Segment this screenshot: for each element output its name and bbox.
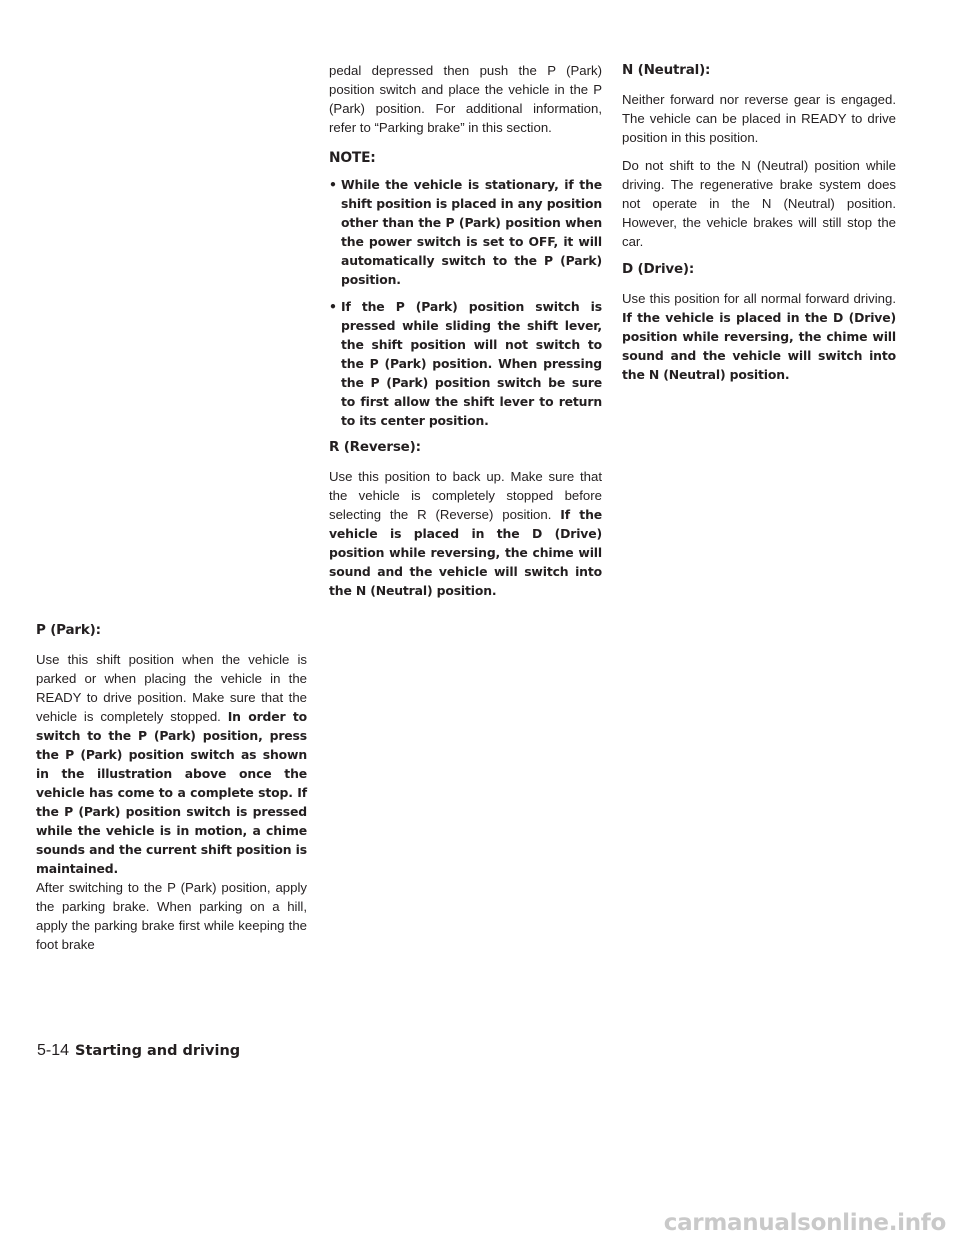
note-heading: NOTE: <box>329 150 376 166</box>
note-item <box>329 175 602 289</box>
reverse-paragraph <box>329 467 602 600</box>
note-text: While the vehicle is stationary, if the shift position is placed in any position other than the P (Park) position when the power switch is set to OFF, it will automatically switch to the P (Park) position. <box>341 177 602 287</box>
bullet-icon: • <box>329 299 337 314</box>
reverse-text: Use this position to back up. Make sure that the vehicle is completely stopped before selecting the R (Reverse) position. <box>329 469 602 522</box>
park-warning-text: In order to switch to the P (Park) position, press the P (Park) position switch as shown in the illustration above once the vehicle has come to a complete stop. If the P (Park) position switch is pressed while the vehicle is in motion, a chime sounds and the current shift position is maintained. <box>36 709 307 876</box>
park-paragraph-2: After switching to the P (Park) position, apply the parking brake. When parking on a hill, apply the parking brake first while keeping the foot brake <box>36 880 307 952</box>
watermark: carmanualsonline.info <box>663 1210 946 1236</box>
reverse-warning-text: If the vehicle is placed in the D (Drive) position while reversing, the chime will sound and the vehicle will switch into the N (Neutral) position. <box>329 507 602 598</box>
page-number: 5-14 <box>37 1042 70 1059</box>
drive-paragraph <box>622 289 896 384</box>
neutral-paragraph-1: Neither forward nor reverse gear is engaged. The vehicle can be placed in READY to drive position in this position. <box>622 92 896 145</box>
note-list <box>329 175 602 430</box>
drive-warning-text: If the vehicle is placed in the D (Drive) position while reversing, the chime will sound and the vehicle will switch into the N (Neutral) position. <box>622 310 896 382</box>
neutral-heading: N (Neutral): <box>622 62 711 78</box>
park-continued-paragraph: pedal depressed then push the P (Park) position switch and place the vehicle in the P (Park) position. For additional information, refer to “Parking brake” in this section. <box>329 63 602 135</box>
page-footer <box>37 1040 240 1062</box>
park-text: Use this shift position when the vehicle is parked or when placing the vehicle in the READY to drive position. Make sure that the vehicle is completely stopped. <box>36 652 307 724</box>
column-middle <box>329 61 602 609</box>
drive-heading: D (Drive): <box>622 261 695 277</box>
neutral-paragraph-2: Do not shift to the N (Neutral) position while driving. The regenerative brake system does not operate in the N (Neutral) position. However, the vehicle brakes will still stop the car. <box>622 158 896 249</box>
note-text: If the P (Park) position switch is pressed while sliding the shift lever, the shift position will not switch to the P (Park) position. When pressing the P (Park) position switch be sure to first allow the shift lever to return to its center position. <box>341 299 602 428</box>
park-paragraph-1 <box>36 650 307 878</box>
chapter-title: Starting and driving <box>75 1043 241 1059</box>
column-right <box>622 61 896 393</box>
reverse-heading: R (Reverse): <box>329 439 421 455</box>
drive-text: Use this position for all normal forward driving. <box>622 291 896 306</box>
bullet-icon: • <box>329 177 337 192</box>
column-left <box>36 621 307 963</box>
note-item <box>329 297 602 430</box>
park-heading: P (Park): <box>36 622 101 638</box>
